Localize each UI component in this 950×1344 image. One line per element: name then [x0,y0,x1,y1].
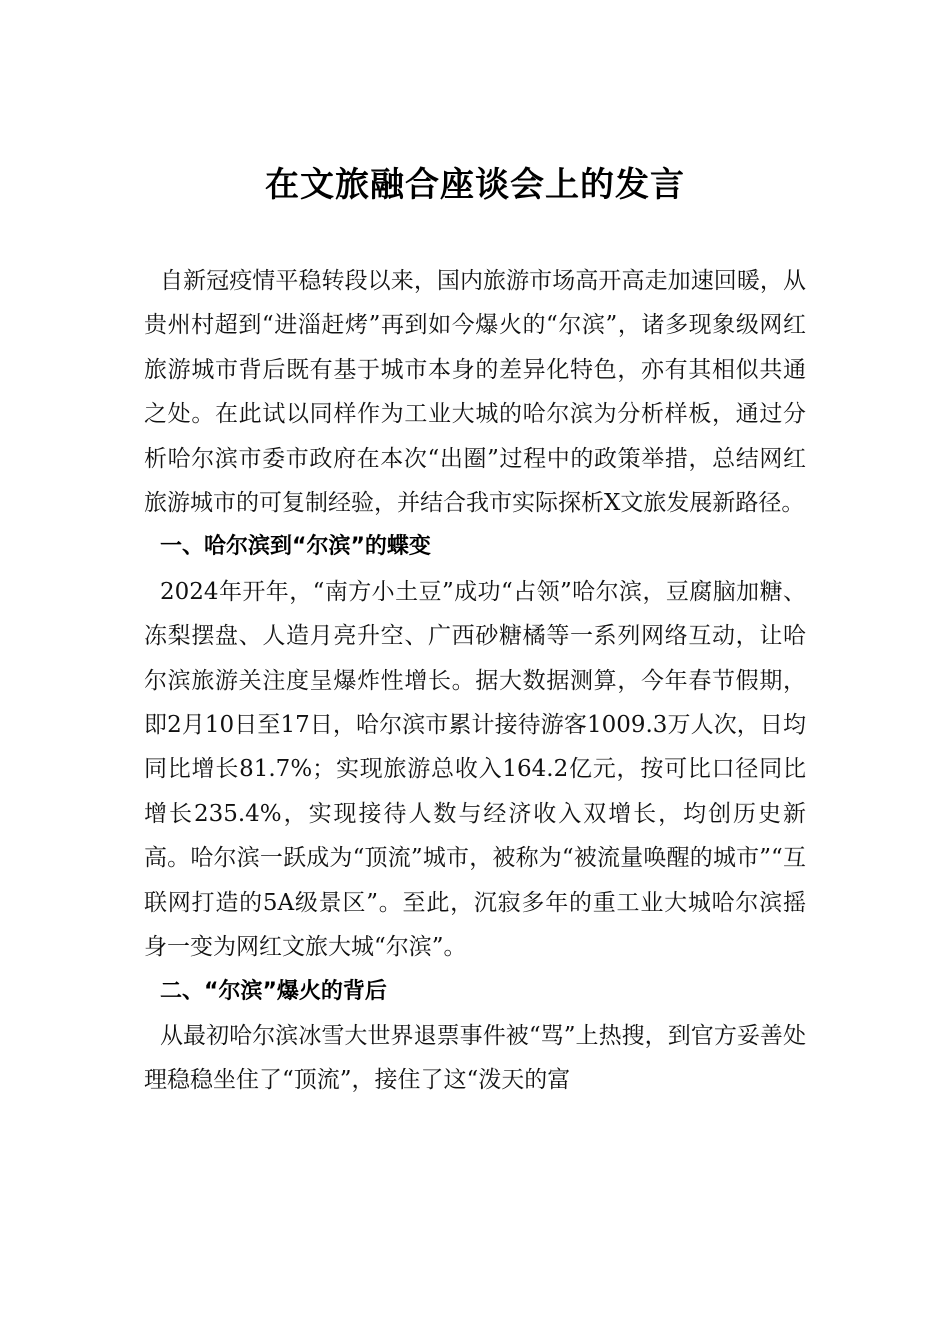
paragraph-section-2: 从最初哈尔滨冰雪大世界退票事件被“骂”上热搜，到官方妥善处理稳稳坐住了“顶流”，接住了这“泼天的富 [144,1022,806,1094]
section-heading-2: 二、“尔滨”爆火的背后 [160,978,387,1004]
section-heading-1: 一、哈尔滨到“尔滨”的蝶变 [160,534,431,560]
document-title: 在文旅融合座谈会上的发言 [265,165,685,205]
document-body [144,259,806,1103]
paragraph-intro: 自新冠疫情平稳转段以来，国内旅游市场高开高走加速回暖，从贵州村超到“进淄赶烤”再到如今爆火的“尔滨”，诸多现象级网红旅游城市背后既有基于城市本身的差异化特色，亦有其相似共通之处。在此试以同样作为工业大城的哈尔滨为分析样板，通过分析哈尔滨市委市政府在本次“出圈”过程中的政策举措，总结网红旅游城市的可复制经验，并结合我市实际探析X文旅发展新路径。 [144,268,806,517]
paragraph-section-1: 2024年开年，“南方小土豆”成功“占领”哈尔滨，豆腐脑加糖、冻梨摆盘、人造月亮升空、广西砂糖橘等一系列网络互动，让哈尔滨旅游关注度呈爆炸性增长。据大数据测算，今年春节假期，即2月10日至17日，哈尔滨市累计接待游客1009.3万人次，日均同比增长81.7%；实现旅游总收入164.2亿元，按可比口径同比增长235.4%，实现接待人数与经济收入双增长，均创历史新高。哈尔滨一跃成为“顶流”城市，被称为“被流量唤醒的城市”“互联网打造的5A级景区”。至此，沉寂多年的重工业大城哈尔滨摇身一变为网红文旅大城“尔滨”。 [144,578,806,961]
